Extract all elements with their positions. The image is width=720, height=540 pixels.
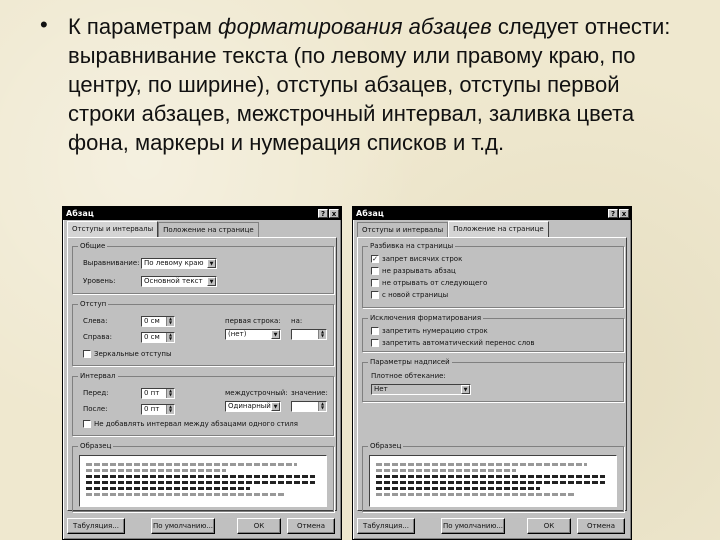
checkbox-box[interactable] [371,327,379,335]
group-indent [72,300,334,366]
left-indent-spinner[interactable] [141,316,175,327]
left-indent-label: Слева: [83,317,108,325]
chevron-down-icon: ▼ [461,385,470,394]
suppress-numbers-label: запретить нумерацию строк [382,327,488,335]
default-button[interactable]: По умолчанию... [151,518,215,534]
first-line-select[interactable] [225,329,281,340]
group-pagination [362,242,624,308]
before-label: Перед: [83,389,109,397]
line-spacing-label: междустрочный: [225,389,288,397]
mirror-indents-checkbox[interactable] [83,350,172,358]
tabs-button[interactable]: Табуляция... [357,518,415,534]
group-indent-title: Отступ [80,300,107,308]
level-label: Уровень: [83,277,116,285]
checkbox-box[interactable] [371,291,379,299]
checkbox-box[interactable]: ✓ [372,255,378,263]
chevron-down-icon: ▼ [207,277,216,286]
on-label: на: [291,317,303,325]
right-indent-spinner[interactable] [141,332,175,343]
suppress-numbers-checkbox[interactable] [371,327,488,335]
group-preview [72,442,334,512]
slide-bullet-block [40,12,680,157]
line-spacing-spinner[interactable] [291,401,327,412]
dialog-title: Абзац [356,209,384,218]
before-spinner[interactable] [141,388,175,399]
chevron-down-icon: ▼ [207,259,216,268]
checkbox-box[interactable] [371,339,379,347]
cancel-button[interactable]: Отмена [577,518,625,534]
spinner-arrows-icon[interactable]: ▲ ▼ [166,317,174,326]
group-pagination-title: Разбивка на страницы [370,242,454,250]
alignment-value: По левому краю [144,259,204,267]
close-icon[interactable]: x [329,209,339,218]
preview-title: Образец [80,442,112,450]
first-line-value: (нет) [228,330,247,338]
bullet-text-italic: форматирования абзацев [217,14,492,39]
after-spinner[interactable] [141,404,175,415]
page-break-checkbox[interactable] [371,291,448,299]
keep-next-label: не отрывать от следующего [382,279,488,287]
tab-indents-spacing[interactable]: Отступы и интервалы [357,222,448,237]
spinner-arrows-icon[interactable]: ▲ ▼ [318,330,326,339]
help-icon[interactable]: ? [318,209,328,218]
group-spacing [72,372,334,436]
preview-box [369,455,617,507]
spinner-arrows-icon[interactable]: ▲ ▼ [166,333,174,342]
wrap-select[interactable] [371,384,471,395]
line-spacing-value: Одинарный [228,402,271,410]
chevron-down-icon: ▼ [271,330,280,339]
group-general-title: Общие [80,242,106,250]
no-space-label: Не добавлять интервал между абзацами одного стиля [94,420,298,428]
spinner-arrows-icon[interactable]: ▲ ▼ [166,389,174,398]
group-textbox [362,358,624,402]
close-icon[interactable]: x [619,209,629,218]
mirror-indents-label: Зеркальные отступы [94,350,172,358]
tab-line-page-breaks[interactable]: Положение на странице [448,221,549,237]
dialog-title: Абзац [66,209,94,218]
wrap-label: Плотное обтекание: [371,372,446,380]
ok-button[interactable]: ОК [237,518,281,534]
page-break-label: с новой страницы [382,291,449,299]
level-select[interactable] [141,276,217,287]
ok-button[interactable]: ОК [527,518,571,534]
dialog-titlebar [63,207,341,220]
paragraph-dialog-pagination [352,206,632,540]
alignment-select[interactable] [141,258,217,269]
checkbox-box[interactable] [83,420,91,428]
chevron-down-icon: ▼ [271,402,280,411]
no-hyphen-checkbox[interactable] [371,339,535,347]
tab-pane [67,237,337,511]
left-indent-value: 0 см [144,317,160,325]
first-line-spinner[interactable] [291,329,327,340]
widow-control-label: запрет висячих строк [382,255,463,263]
spinner-arrows-icon[interactable]: ▲ ▼ [318,402,326,411]
no-space-checkbox[interactable] [83,420,298,428]
help-icon[interactable]: ? [608,209,618,218]
widow-control-checkbox[interactable] [371,255,462,263]
keep-lines-label: не разрывать абзац [382,267,456,275]
spinner-arrows-icon[interactable]: ▲ ▼ [166,405,174,414]
tab-pane [357,237,627,511]
alignment-label: Выравнивание: [83,259,140,267]
group-textbox-title: Параметры надписей [370,358,450,366]
line-spacing-select[interactable] [225,401,281,412]
bullet-text-start: К параметрам [68,14,218,39]
level-value: Основной текст [144,277,203,285]
after-value: 0 пт [144,405,160,413]
bullet-marker: • [40,12,48,37]
checkbox-box[interactable] [83,350,91,358]
after-label: После: [83,405,108,413]
checkbox-box[interactable] [371,267,379,275]
right-indent-label: Справа: [83,333,112,341]
bullet-text-end: следует отнести: выравнивание текста (по левому или правому краю, по центру, по ширине), отступы абзацев, отступы первой строки абзацев, межстрочный интервал, заливка цвета фона, маркеры и нумерация списков и т.д. [68,14,671,155]
tabs-button[interactable]: Табуляция... [67,518,125,534]
value-label: значение: [291,389,328,397]
paragraph-dialog-indents [62,206,342,540]
group-general [72,242,334,294]
keep-lines-checkbox[interactable] [371,267,456,275]
default-button[interactable]: По умолчанию... [441,518,505,534]
keep-next-checkbox[interactable] [371,279,487,287]
wrap-value: Нет [374,385,388,393]
dialog-titlebar [353,207,631,220]
group-preview [362,442,624,512]
group-format-title: Исключения форматирования [370,314,482,322]
first-line-label: первая строка: [225,317,281,325]
checkbox-box[interactable] [371,279,379,287]
right-indent-value: 0 см [144,333,160,341]
bullet-text [68,12,680,157]
preview-title: Образец [370,442,402,450]
before-value: 0 пт [144,389,160,397]
group-format-exceptions [362,314,624,352]
preview-box [79,455,327,507]
tab-indents-spacing[interactable]: Отступы и интервалы [67,221,158,237]
cancel-button[interactable]: Отмена [287,518,335,534]
group-spacing-title: Интервал [80,372,116,380]
no-hyphen-label: запретить автоматический перенос слов [382,339,535,347]
tab-line-page-breaks[interactable]: Положение на странице [158,222,259,237]
